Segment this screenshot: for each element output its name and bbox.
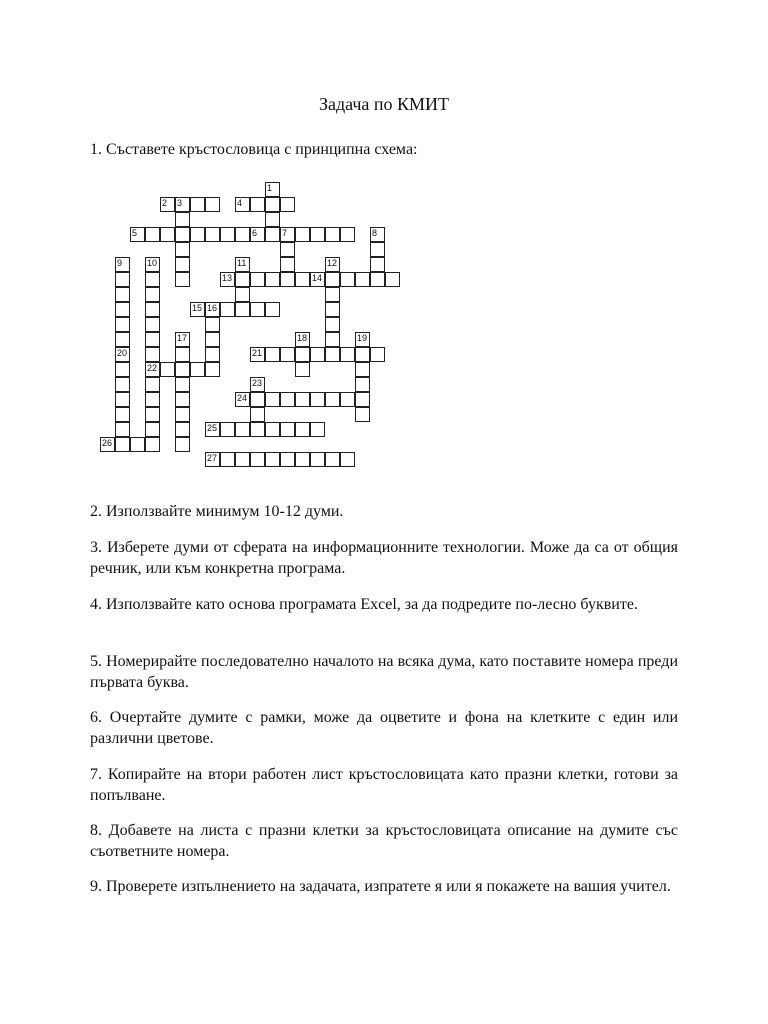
crossword-cell xyxy=(115,287,130,302)
crossword-cell xyxy=(235,227,250,242)
crossword-cell xyxy=(370,242,385,257)
crossword-cell xyxy=(145,302,160,317)
crossword-cell xyxy=(325,227,340,242)
crossword-cell xyxy=(145,332,160,347)
crossword-cell xyxy=(205,347,220,362)
crossword-cell xyxy=(280,452,295,467)
crossword-cell xyxy=(130,437,145,452)
crossword-cell xyxy=(340,272,355,287)
page-title: Задача по КМИТ xyxy=(318,94,450,114)
crossword-cell xyxy=(310,347,325,362)
crossword-cell xyxy=(235,272,250,287)
crossword-number-25: 25 xyxy=(207,423,218,433)
crossword-cell xyxy=(145,437,160,452)
crossword-number-1: 1 xyxy=(267,183,273,193)
task-7: 7. Копирайте на втори работен лист кръстословицата като празни клетки, готови за попълване. xyxy=(90,766,678,804)
crossword-cell xyxy=(190,227,205,242)
crossword-cell xyxy=(325,302,340,317)
crossword-cell xyxy=(145,407,160,422)
crossword-cell xyxy=(175,362,190,377)
crossword-cell xyxy=(355,347,370,362)
crossword-cell xyxy=(265,392,280,407)
crossword-cell xyxy=(340,227,355,242)
crossword-cell xyxy=(175,377,190,392)
crossword-cell xyxy=(265,272,280,287)
crossword-cell xyxy=(175,257,190,272)
crossword-cell xyxy=(265,227,280,242)
crossword-cell xyxy=(295,347,310,362)
crossword-cell xyxy=(115,377,130,392)
crossword-cell xyxy=(355,407,370,422)
crossword-cell xyxy=(370,347,385,362)
crossword-number-24: 24 xyxy=(237,393,248,403)
crossword-cell xyxy=(340,347,355,362)
crossword-cell xyxy=(175,242,190,257)
crossword-number-5: 5 xyxy=(132,228,138,238)
crossword-cell xyxy=(175,392,190,407)
crossword-cell xyxy=(115,437,130,452)
crossword-cell xyxy=(280,392,295,407)
crossword-cell xyxy=(190,197,205,212)
crossword-cell xyxy=(115,332,130,347)
crossword-cell xyxy=(175,437,190,452)
crossword-cell xyxy=(265,302,280,317)
crossword-number-17: 17 xyxy=(177,333,188,343)
crossword-number-12: 12 xyxy=(327,258,338,268)
crossword-cell xyxy=(220,452,235,467)
crossword-cell xyxy=(175,422,190,437)
crossword-number-18: 18 xyxy=(297,333,308,343)
crossword-cell xyxy=(115,407,130,422)
crossword-cell xyxy=(145,272,160,287)
crossword-number-14: 14 xyxy=(312,273,323,283)
crossword-cell xyxy=(295,362,310,377)
task-8: 8. Добавете на листа с празни клетки за кръстословицата описание на думите със съответните номера. xyxy=(90,822,678,860)
crossword-number-21: 21 xyxy=(252,348,263,358)
task-4: 4. Използвайте като основа програмата Excel, за да подредите по-лесно буквите. xyxy=(90,596,638,613)
crossword-cell xyxy=(310,422,325,437)
crossword-cell xyxy=(145,287,160,302)
crossword-cell xyxy=(250,407,265,422)
crossword-number-27: 27 xyxy=(207,453,218,463)
crossword-number-4: 4 xyxy=(237,198,243,208)
crossword-cell xyxy=(295,272,310,287)
crossword-cell xyxy=(145,347,160,362)
crossword-number-19: 19 xyxy=(357,333,368,343)
crossword-cell xyxy=(340,392,355,407)
crossword-cell xyxy=(310,392,325,407)
crossword-cell xyxy=(235,302,250,317)
crossword-cell xyxy=(265,452,280,467)
crossword-cell xyxy=(250,302,265,317)
crossword-cell xyxy=(115,272,130,287)
crossword-cell xyxy=(205,227,220,242)
crossword-number-11: 11 xyxy=(237,258,247,268)
crossword-cell xyxy=(280,422,295,437)
crossword-number-13: 13 xyxy=(222,273,233,283)
crossword-cell xyxy=(190,362,205,377)
crossword-cell xyxy=(280,347,295,362)
crossword-cell xyxy=(220,422,235,437)
crossword-cell xyxy=(325,317,340,332)
crossword-cell xyxy=(145,422,160,437)
crossword-number-15: 15 xyxy=(192,303,203,313)
crossword-cell xyxy=(250,197,265,212)
crossword-number-7: 7 xyxy=(282,228,288,238)
crossword-cell xyxy=(115,302,130,317)
crossword-cell xyxy=(175,347,190,362)
crossword-cell xyxy=(265,347,280,362)
crossword-cell xyxy=(355,392,370,407)
crossword-cell xyxy=(145,227,160,242)
crossword-cell xyxy=(115,422,130,437)
crossword-grid xyxy=(0,0,768,480)
crossword-number-3: 3 xyxy=(177,198,183,208)
crossword-number-2: 2 xyxy=(162,198,168,208)
crossword-cell xyxy=(370,257,385,272)
crossword-cell xyxy=(355,272,370,287)
crossword-cell xyxy=(280,197,295,212)
crossword-cell xyxy=(295,452,310,467)
crossword-cell xyxy=(145,392,160,407)
crossword-cell xyxy=(295,422,310,437)
crossword-cell xyxy=(295,392,310,407)
crossword-number-26: 26 xyxy=(102,438,113,448)
crossword-cell xyxy=(295,227,310,242)
crossword-cell xyxy=(280,257,295,272)
crossword-cell xyxy=(250,422,265,437)
crossword-cell xyxy=(175,212,190,227)
crossword-number-23: 23 xyxy=(252,378,263,388)
task-2: 2. Използвайте минимум 10-12 думи. xyxy=(90,503,344,520)
crossword-cell xyxy=(385,272,400,287)
crossword-cell xyxy=(220,227,235,242)
crossword-cell xyxy=(355,362,370,377)
crossword-cell xyxy=(280,242,295,257)
crossword-cell xyxy=(205,362,220,377)
crossword-number-6: 6 xyxy=(252,228,258,238)
crossword-cell xyxy=(115,392,130,407)
crossword-cell xyxy=(265,212,280,227)
crossword-cell xyxy=(325,332,340,347)
crossword-cell xyxy=(145,377,160,392)
crossword-cell xyxy=(205,197,220,212)
crossword-cell xyxy=(235,422,250,437)
task-6: 6. Очертайте думите с рамки, може да оцветите и фона на клетките с един или различни цветове. xyxy=(90,709,678,747)
crossword-cell xyxy=(325,287,340,302)
crossword-cell xyxy=(265,422,280,437)
crossword-cell xyxy=(205,332,220,347)
crossword-cell xyxy=(160,362,175,377)
crossword-cell xyxy=(265,197,280,212)
crossword-cell xyxy=(310,227,325,242)
crossword-cell xyxy=(175,227,190,242)
crossword-cell xyxy=(235,287,250,302)
task-1: 1. Съставете кръстословица с принципна схема: xyxy=(90,141,418,158)
crossword-cell xyxy=(355,377,370,392)
crossword-number-22: 22 xyxy=(147,363,158,373)
crossword-cell xyxy=(220,302,235,317)
crossword-cell xyxy=(325,272,340,287)
task-9: 9. Проверете изпълнението на задачата, изпратете я или я покажете на вашия учител. xyxy=(90,878,671,895)
crossword-cell xyxy=(115,317,130,332)
crossword-cell xyxy=(145,317,160,332)
crossword-cell xyxy=(160,227,175,242)
crossword-number-8: 8 xyxy=(372,228,378,238)
crossword-number-16: 16 xyxy=(207,303,218,313)
crossword-cell xyxy=(340,452,355,467)
crossword-number-10: 10 xyxy=(147,258,158,268)
crossword-cell xyxy=(250,452,265,467)
task-3: 3. Изберете думи от сферата на информационните технологии. Може да са от общия речник, или към конкретна програма. xyxy=(90,539,678,577)
crossword-cell xyxy=(175,272,190,287)
crossword-cell xyxy=(325,347,340,362)
crossword-number-9: 9 xyxy=(117,258,123,268)
task-5: 5. Номерирайте последователно началото на всяка дума, като поставите номера преди първата буква. xyxy=(90,653,678,691)
crossword-cell xyxy=(370,272,385,287)
crossword-cell xyxy=(175,407,190,422)
crossword-cell xyxy=(325,392,340,407)
crossword-cell xyxy=(235,452,250,467)
crossword-cell xyxy=(205,317,220,332)
crossword-cell xyxy=(250,392,265,407)
crossword-cell xyxy=(310,452,325,467)
crossword-cell xyxy=(280,272,295,287)
crossword-cell xyxy=(325,452,340,467)
crossword-number-20: 20 xyxy=(117,348,128,358)
crossword-cell xyxy=(250,272,265,287)
crossword-cell xyxy=(115,362,130,377)
